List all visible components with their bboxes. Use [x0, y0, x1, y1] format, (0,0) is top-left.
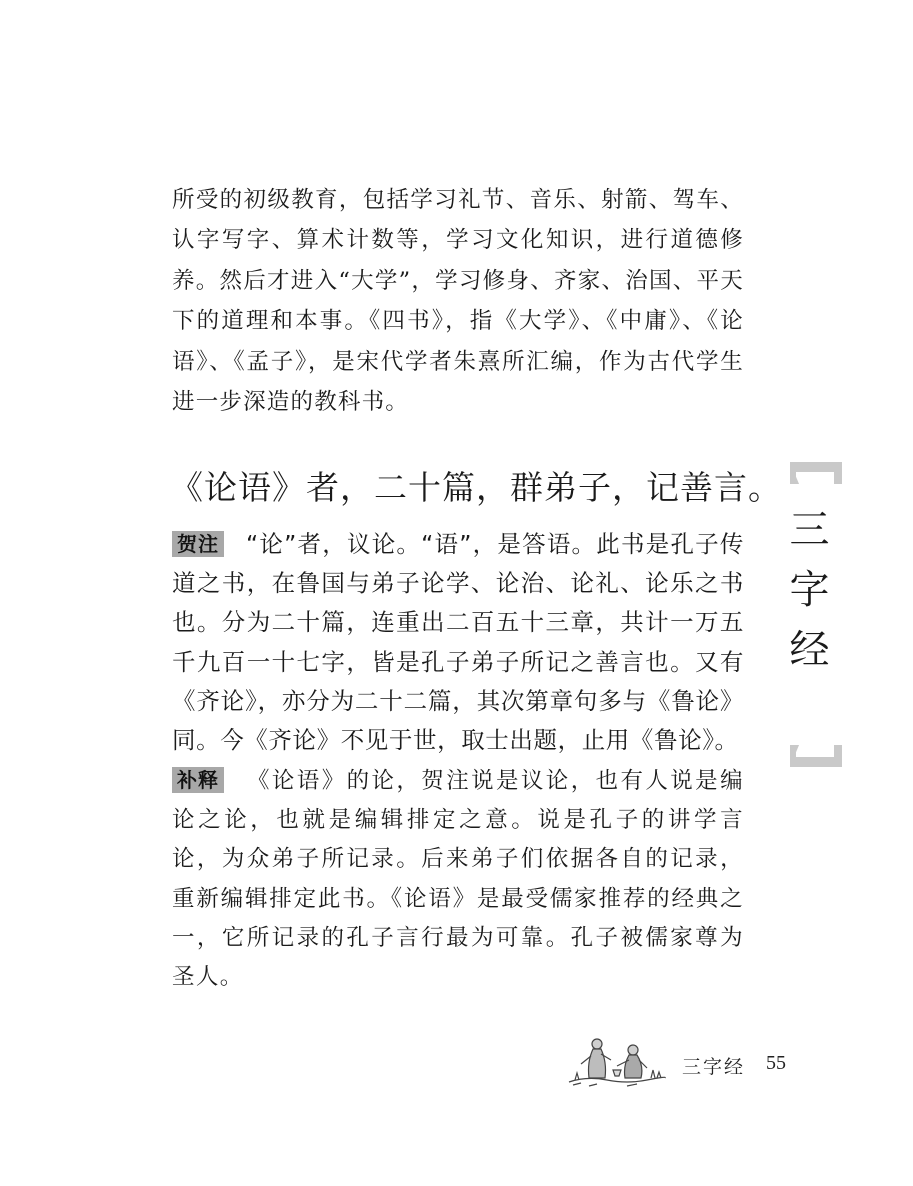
bushi-text: 《论语》的论，贺注说是议论，也有人说是编论之论，也就是编辑排定之意。说是孔子的讲学言论，为众弟子所记录。后来弟子们依据各自的记录，重新编辑排定此书。《论语》是最受儒家推荐的经典之一，它所记录的孔子言行最为可靠。孔子被儒家尊为圣人。	[172, 768, 744, 991]
verse-heading: 《论语》者，二十篇，群弟子，记善言。	[170, 468, 782, 507]
side-tab	[783, 462, 842, 767]
page-number: 55	[766, 1052, 786, 1074]
tab-top-bracket	[790, 462, 842, 484]
hezhu-text: “论”者，议论。“语”，是答语。此书是孔子传道之书，在鲁国与弟子论学、论治、论礼、论乐之书也。分为二十篇，连重出二百五十三章，共计一万五千九百一十七字，皆是孔子弟子所记之善言也。又有《齐论》，亦分为二十二篇，其次第章句多与《鲁论》同。今《齐论》不见于世，取士出题，止用《鲁论》。	[172, 530, 744, 755]
bushi-note	[172, 762, 744, 997]
footer-book-title: 三字经	[682, 1056, 746, 1078]
hezhu-note	[172, 525, 744, 760]
bushi-label: 补释	[172, 767, 224, 793]
hezhu-label: 贺注	[172, 531, 224, 557]
tab-bottom-bracket	[790, 745, 842, 767]
side-tab-title: 三字经	[783, 508, 829, 688]
intro-paragraph: 所受的初级教育，包括学习礼节、音乐、射箭、驾车、认字写字、算术计数等，学习文化知识，进行道德修养。然后才进入“大学”，学习修身、齐家、治国、平天下的道理和本事。《四书》，指《大学》、《中庸》、《论语》、《孟子》，是宋代学者朱熹所汇编，作为古代学生进一步深造的教科书。	[172, 187, 744, 416]
two-figures-illustration-icon	[567, 1030, 667, 1088]
